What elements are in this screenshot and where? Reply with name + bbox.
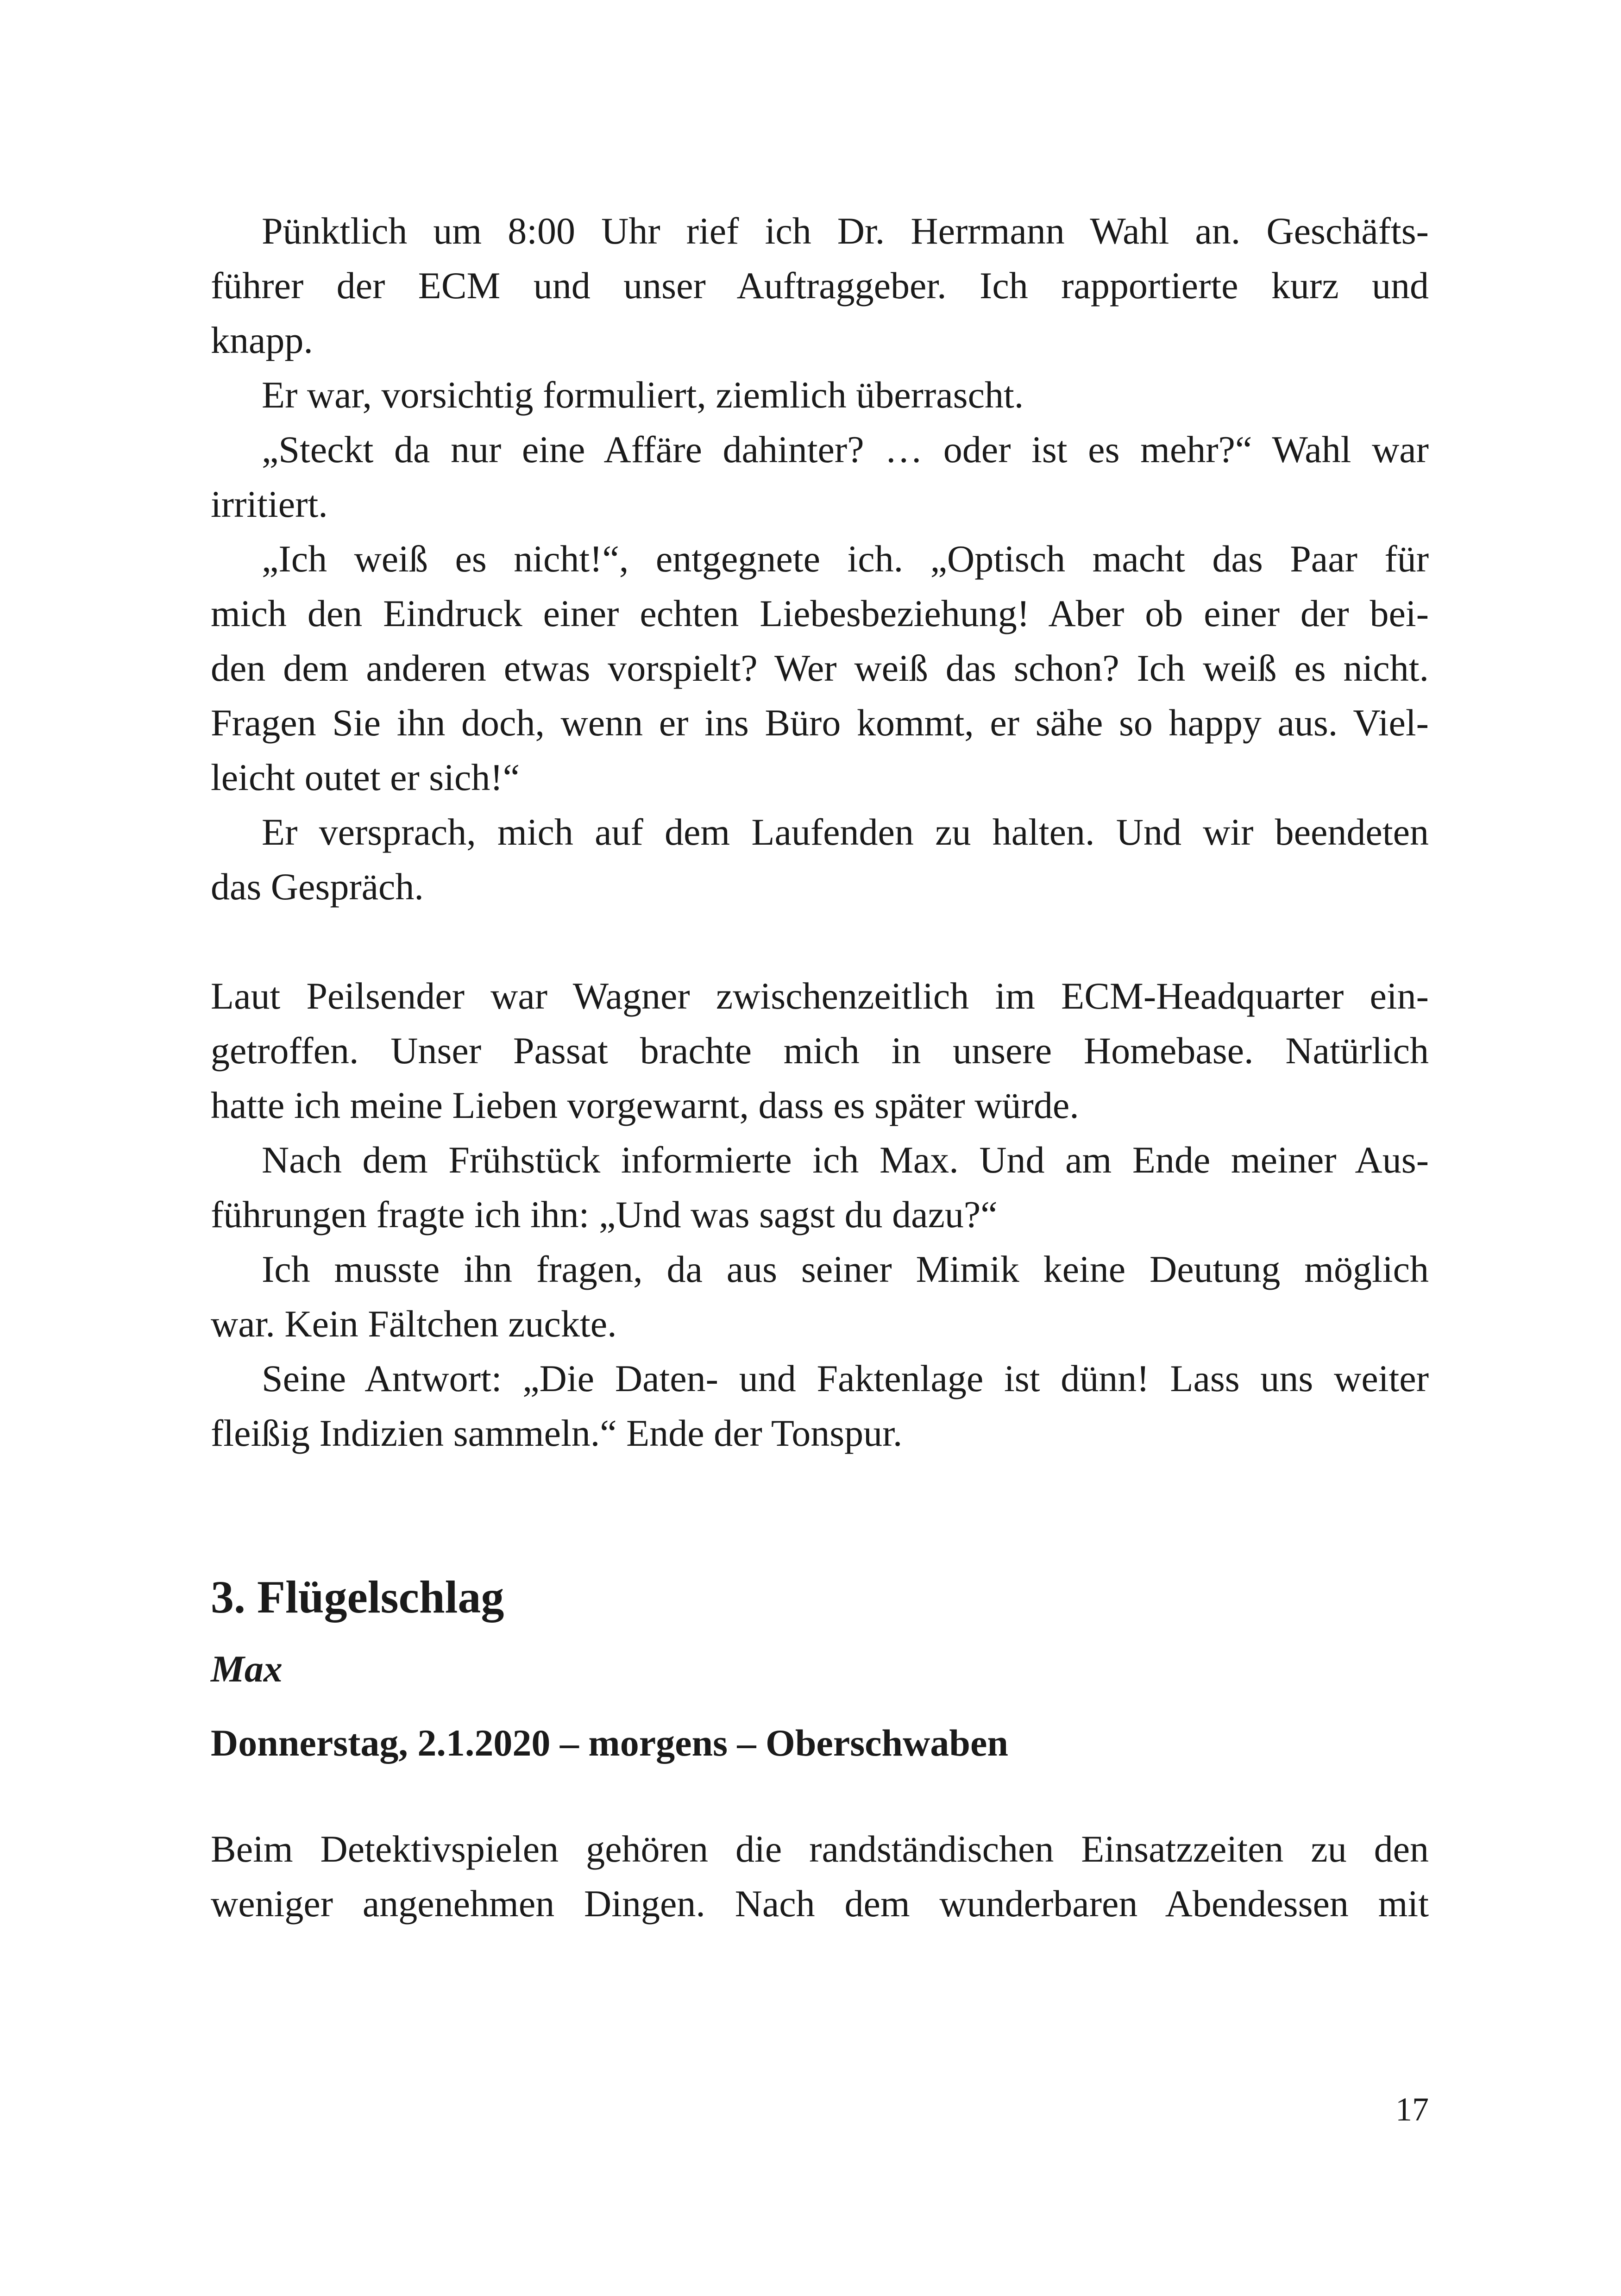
text-line: leicht outet er sich!“ — [211, 756, 520, 798]
text-line: Er versprach, mich auf dem Laufenden zu halten. Und wir beendeten — [262, 811, 1429, 853]
chapter-dateline: Donnerstag, 2.1.2020 – morgens – Oberschwaben — [211, 1722, 1008, 1764]
chapter-header — [211, 1562, 1429, 1780]
text-line: Nach dem Frühstück informierte ich Max. Und am Ende meiner Aus- — [262, 1139, 1429, 1181]
text-line: den dem anderen etwas vorspielt? Wer weiß das schon? Ich weiß es nicht. — [211, 647, 1429, 689]
text-line: Ich musste ihn fragen, da aus seiner Mimik keine Deutung möglich — [262, 1248, 1429, 1290]
paragraph-group-3 — [211, 1822, 1429, 1931]
text-line: „Ich weiß es nicht!“, entgegnete ich. „Optisch macht das Paar für — [262, 538, 1429, 580]
section-break — [211, 1461, 1429, 1562]
text-line: das Gespräch. — [211, 866, 424, 908]
text-line: hatte ich meine Lieben vorgewarnt, dass es später würde. — [211, 1084, 1079, 1126]
text-line: knapp. — [211, 319, 313, 361]
section-break — [211, 914, 1429, 969]
text-line: Laut Peilsender war Wagner zwischenzeitlich im ECM-Headquarter ein- — [211, 975, 1429, 1017]
text-line: Pünktlich um 8:00 Uhr rief ich Dr. Herrmann Wahl an. Geschäfts- — [262, 210, 1429, 252]
chapter-title: 3. Flügelschlag — [211, 1571, 504, 1623]
text-line: Er war, vorsichtig formuliert, ziemlich überrascht. — [262, 374, 1024, 416]
paragraph-group-2 — [211, 969, 1429, 1461]
text-line: mich den Eindruck einer echten Liebesbeziehung! Aber ob einer der bei- — [211, 592, 1429, 634]
page-number: 17 — [1395, 2091, 1429, 2128]
text-line: Seine Antwort: „Die Daten- und Faktenlage ist dünn! Lass uns weiter — [262, 1357, 1429, 1399]
section-break — [211, 1780, 1429, 1822]
text-line: führungen fragte ich ihn: „Und was sagst du dazu?“ — [211, 1193, 998, 1236]
text-line: „Steckt da nur eine Affäre dahinter? … oder ist es mehr?“ Wahl war — [262, 428, 1429, 470]
text-line: war. Kein Fältchen zuckte. — [211, 1303, 617, 1345]
paragraph-group-1 — [211, 204, 1429, 914]
chapter-pov: Max — [211, 1648, 283, 1690]
text-line: Fragen Sie ihn doch, wenn er ins Büro kommt, er sähe so happy aus. Viel- — [211, 702, 1429, 744]
text-line: weniger angenehmen Dingen. Nach dem wunderbaren Abendessen mit — [211, 1882, 1429, 1925]
book-page — [211, 204, 1429, 1931]
text-line: führer der ECM und unser Auftraggeber. Ich rapportierte kurz und — [211, 264, 1429, 307]
text-line: getroffen. Unser Passat brachte mich in unsere Homebase. Natürlich — [211, 1029, 1429, 1072]
text-line: Beim Detektivspielen gehören die randständischen Einsatzzeiten zu den — [211, 1828, 1429, 1870]
text-line: fleißig Indizien sammeln.“ Ende der Tonspur. — [211, 1412, 903, 1454]
text-line: irritiert. — [211, 483, 328, 525]
